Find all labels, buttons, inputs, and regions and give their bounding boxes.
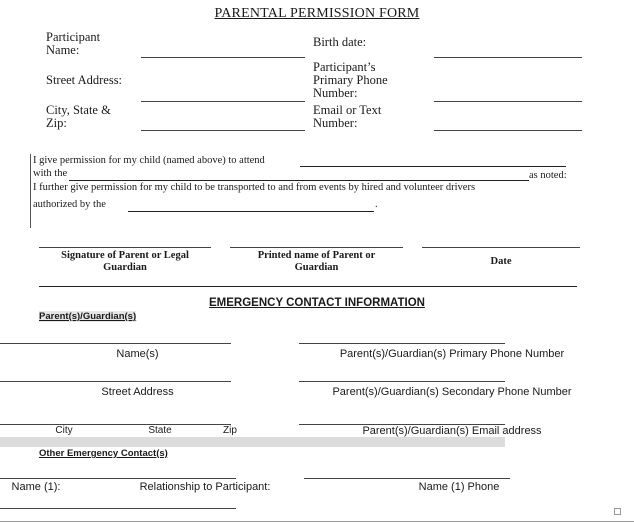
parent-street-address-label: Street Address bbox=[101, 386, 174, 398]
other-contact-name-field[interactable] bbox=[0, 478, 236, 479]
street-address-field[interactable] bbox=[141, 101, 305, 102]
parent-email-label: Parent(s)/Guardian(s) Email address bbox=[362, 425, 542, 437]
birth-date-field[interactable] bbox=[434, 57, 582, 58]
permission-line-4-suffix: . bbox=[375, 199, 378, 210]
other-contact-phone-field[interactable] bbox=[304, 478, 510, 479]
parent-street-address-field[interactable] bbox=[0, 381, 231, 382]
permission-line-2-prefix: with the bbox=[33, 168, 68, 179]
primary-phone-field[interactable] bbox=[434, 101, 582, 102]
city-state-zip-field[interactable] bbox=[141, 130, 305, 131]
email-text-label-line2: Number: bbox=[313, 116, 358, 130]
email-text-field[interactable] bbox=[434, 130, 582, 131]
parent-secondary-phone-field[interactable] bbox=[299, 381, 505, 382]
signature-label-line1: Signature of Parent or Legal bbox=[61, 250, 189, 261]
permission-line-4-prefix: authorized by the bbox=[33, 199, 106, 210]
printed-name-label-line2: Guardian bbox=[294, 261, 339, 273]
zip-label: Zip bbox=[223, 425, 237, 436]
signature-field[interactable] bbox=[39, 247, 211, 248]
signature-label-line2: Guardian bbox=[103, 261, 147, 273]
participant-name-field[interactable] bbox=[141, 57, 305, 58]
parent-city-state-zip-field[interactable] bbox=[0, 424, 231, 425]
parent-primary-phone-label: Parent(s)/Guardian(s) Primary Phone Number bbox=[339, 348, 565, 360]
permission-line-2-suffix: as noted: bbox=[529, 170, 567, 181]
signature-label bbox=[39, 250, 211, 273]
permission-line-1: I give permission for my child (named above) to attend bbox=[33, 155, 265, 166]
birth-date-label: Birth date: bbox=[313, 35, 367, 49]
paragraph-margin-bar bbox=[30, 154, 31, 228]
city-state-zip-label-line2: Zip: bbox=[46, 116, 67, 130]
parent-primary-phone-field[interactable] bbox=[299, 343, 505, 344]
printed-name-field[interactable] bbox=[230, 247, 403, 248]
form-title: PARENTAL PERMISSION FORM bbox=[214, 6, 420, 21]
city-label: City bbox=[55, 425, 73, 436]
end-of-cell-marker-icon bbox=[614, 508, 621, 515]
section-divider bbox=[39, 286, 577, 287]
primary-phone-label-line2: Primary Phone bbox=[313, 73, 388, 87]
state-label: State bbox=[148, 425, 172, 436]
email-text-label bbox=[313, 104, 381, 130]
primary-phone-label-line3: Number: bbox=[313, 86, 358, 100]
other-contact-name-label: Name (1): bbox=[11, 481, 61, 493]
primary-phone-label-line1: Participant’s bbox=[313, 60, 376, 74]
participant-name-label-line1: Participant bbox=[46, 30, 101, 44]
gray-band bbox=[0, 437, 505, 447]
printed-name-label-line1: Printed name of Parent or bbox=[257, 250, 376, 261]
parents-guardians-heading: Parent(s)/Guardian(s) bbox=[39, 311, 137, 322]
page-bottom-border bbox=[0, 521, 634, 522]
participant-name-label bbox=[46, 31, 100, 57]
parent-names-label: Name(s) bbox=[116, 348, 159, 360]
other-contact-phone-label: Name (1) Phone bbox=[418, 481, 500, 493]
permission-line-3: I further give permission for my child to be transported to and from events by hired and volunteer drivers bbox=[33, 182, 476, 193]
street-address-label: Street Address: bbox=[46, 73, 123, 87]
authorizing-org-field[interactable] bbox=[128, 211, 374, 212]
relationship-label: Relationship to Participant: bbox=[139, 481, 271, 493]
emergency-contact-title: EMERGENCY CONTACT INFORMATION bbox=[209, 297, 425, 309]
other-emergency-heading: Other Emergency Contact(s) bbox=[39, 448, 168, 459]
relationship-field[interactable] bbox=[0, 508, 236, 509]
email-text-label-line1: Email or Text bbox=[313, 103, 382, 117]
participant-name-label-line2: Name: bbox=[46, 43, 80, 57]
printed-name-label bbox=[230, 250, 403, 273]
primary-phone-label bbox=[313, 61, 388, 100]
date-field[interactable] bbox=[422, 247, 580, 248]
city-state-zip-label-line1: City, State & bbox=[46, 103, 111, 117]
parent-names-field[interactable] bbox=[0, 343, 231, 344]
date-label: Date bbox=[490, 256, 512, 267]
parent-secondary-phone-label: Parent(s)/Guardian(s) Secondary Phone Number bbox=[332, 386, 572, 398]
event-attend-field[interactable] bbox=[300, 166, 566, 167]
city-state-zip-label bbox=[46, 104, 111, 130]
